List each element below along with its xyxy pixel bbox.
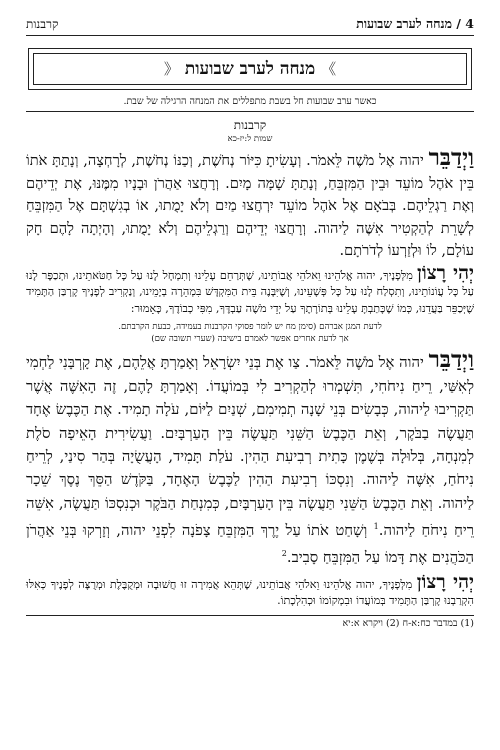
passage-opener: וַיְדַבֵּר <box>428 144 474 171</box>
prayer-yehi-ratzon-closing <box>26 570 475 609</box>
prayer-opener: יְהִי רָצוֹן <box>416 261 475 284</box>
passage-kiyor <box>26 144 474 263</box>
running-head <box>26 16 474 36</box>
instruction-text: כאשר ערב שבועות חל בשבת מתפללים את המנחה הרגילה של שבת. <box>123 96 377 107</box>
footnote-ref: 2 <box>281 549 287 559</box>
footnote-divider <box>26 615 474 616</box>
halachic-note <box>26 322 474 345</box>
prayer-text: מִלְּפָנֶיךָ, יהוה אֱלֹהֵינוּ וֵאלֹהֵי אֲבוֹתֵינוּ, שֶׁתְּרַחֵם עָלֵינוּ וְתִמְחָל לָנוּ עַל כָּל חַטֹּאתֵינוּ, וּתְכַפֶּר לָנוּ עַל כָּל עֲוֹנוֹתֵינוּ, וְתִסְלַח לָנוּ עַל כָּל פְּשָׁעֵינוּ, וְשֶׁיִּבָּנֶה בֵּית הַמִּקְדָּשׁ בִּמְהֵרָה בְיָמֵינוּ, וְנַקְרִיב לְפָנֶיךָ קָרְבַּן הַתָּמִיד שֶׁיְּכַפֵּר בַּעֲדֵנוּ, כְּמוֹ שֶׁכָּתַבְתָּ עָלֵינוּ בְּתוֹרָתֶךָ עַל יְדֵי מֹשֶׁה עַבְדֶּךָ, מִפִּי כְבוֹדֶךָ, כָּאָמוּר: <box>26 268 474 315</box>
passage-text: יהוה אֶל מֹשֶׁה לֵּאמֹר. צַו אֶת בְּנֵי יִשְׂרָאֵל וְאָמַרְתָּ אֲלֵהֶם, אֶת קָרְבָּנִי לַחְמִי לְאִשַּׁי, רֵיחַ נִיחֹחִי, תִּשְׁמְרוּ לְהַקְרִיב לִי בְּמוֹעֲדוֹ. וְאָמַרְתָּ לָהֶם, זֶה הָאִשֶּׁה אֲשֶׁר תַּקְרִיבוּ לַיהוה, כְּבָשִׂים בְּנֵי שָׁנָה תְמִימִם, שְׁנַיִם לַיּוֹם, עֹלָה תָמִיד. אֶת הַכֶּבֶשׂ אֶחָד תַּעֲשֶׂה בַבֹּקֶר, וְאֵת הַכֶּבֶשׂ הַשֵּׁנִי תַּעֲשֶׂה בֵּין הָעַרְבָּיִם. וַעֲשִׂירִית הָאֵיפָה סֹלֶת לְמִנְחָה, בְּלוּלָה בְּשֶׁמֶן כָּתִית רְבִיעִת הַהִין. עֹלַת תָּמִיד, הָעֲשֻׂיָה בְּהַר סִינַי, לְרֵיחַ נִיחֹחַ, אִשֶּׁה לַיהוה. וְנִסְכּוֹ רְבִיעִת הַהִין לַכֶּבֶשׂ הָאֶחָד, בַּקֹּדֶשׁ הַסֵּךְ נֶסֶךְ שֵׁכָר לַיהוה. וְאֵת הַכֶּבֶשׂ הַשֵּׁנִי תַּעֲשֶׂה בֵּין הָעַרְבָּיִם, כְּמִנְחַת הַבֹּקֶר וּכְנִסְכּוֹ תַּעֲשֶׂה, אִשֵּׁה רֵיחַ נִיחֹחַ לַיהוה. <box>26 354 474 540</box>
section-heading: קרבנות <box>233 118 267 132</box>
passage-text-continued: וְשָׁחַט אֹתוֹ עַל יֶרֶךְ הַמִּזְבֵּחַ צָפֹנָה לִפְנֵי יהוה, וְזָרְקוּ בְּנֵי אַהֲרֹן הַכֹּהֲנִים אֶת דָּמוֹ עַל הַמִּזְבֵּחַ סָבִיב. <box>26 522 474 567</box>
page-title <box>33 53 467 85</box>
title-text: מנחה לערב שבועות <box>184 59 316 79</box>
title-frame <box>28 48 472 90</box>
section-subheading: שמות ל:יז-כא <box>227 134 273 144</box>
passage-opener: וַיְדַבֵּר <box>428 346 474 374</box>
footnote: (1) במדבר כח:א-ח (2) ויקרא א:יא <box>342 618 474 630</box>
prayer-yehi-ratzon <box>26 261 475 318</box>
divider <box>26 111 474 112</box>
section-label: קרבנות <box>26 17 59 31</box>
passage-text: יהוה אֶל מֹשֶׁה לֵּאמֹר. וְעָשִׂיתָ כִּיּוֹר נְחֹשֶׁת, וְכַנּוֹ נְחֹשֶׁת, לְרָחְצָה, וְנָתַתָּ אֹתוֹ בֵּין אֹהֶל מוֹעֵד וּבֵין הַמִּזְבֵּחַ, וְנָתַתָּ שָׁמָּה מָיִם. וְרָחֲצוּ אַהֲרֹן וּבָנָיו מִמֶּנּוּ, אֶת יְדֵיהֶם וְאֶת רַגְלֵיהֶם. בְּבֹאָם אֶל אֹהֶל מוֹעֵד יִרְחֲצוּ מַיִם וְלֹא יָמֻתוּ, אוֹ בְגִשְׁתָּם אֶל הַמִּזְבֵּחַ לְשָׁרֵת לְהַקְטִיר אִשֶּׁה לַיהוה. וְרָחֲצוּ יְדֵיהֶם וְרַגְלֵיהֶם וְלֹא יָמֻתוּ, וְהָיְתָה לָהֶם חָק עוֹלָם, לוֹ וּלְזַרְעוֹ לְדֹרֹתָם. <box>26 152 474 259</box>
title-ornament-icon: 《 <box>163 60 179 78</box>
prayer-text: מִלְּפָנֶיךָ, יהוה אֱלֹהֵינוּ וֵאלֹהֵי אֲבוֹתֵינוּ, שֶׁתְּהֵא אֲמִירָה זוּ חֲשׁוּבָה וּמְקֻבֶּלֶת וּמְרֻצָּה לְפָנֶיךָ כְּאִלּוּ הִקְרַבְנוּ קָרְבַּן הַתָּמִיד בְּמוֹעֲדוֹ וּבִמְקוֹמוֹ וּכְהִלְכָתוֹ. <box>26 577 474 607</box>
note-line: לדעת המגן אברהם (סימן מח יש לומר פסוקי הקרבנות בעמידה, כבעת הקרבתם. <box>118 322 382 333</box>
prayer-opener: יְהִי רָצוֹן <box>416 570 475 593</box>
note-line: אך לדעת אחרים אפשר לאמרם בישיבה (שערי תשובה שם) <box>151 333 349 344</box>
passage-tamid <box>26 348 474 570</box>
page-label: 4 / מנחה לערב שבועות <box>356 16 474 31</box>
title-ornament-icon: 》 <box>321 60 337 78</box>
footnote-ref: 1 <box>373 522 379 532</box>
